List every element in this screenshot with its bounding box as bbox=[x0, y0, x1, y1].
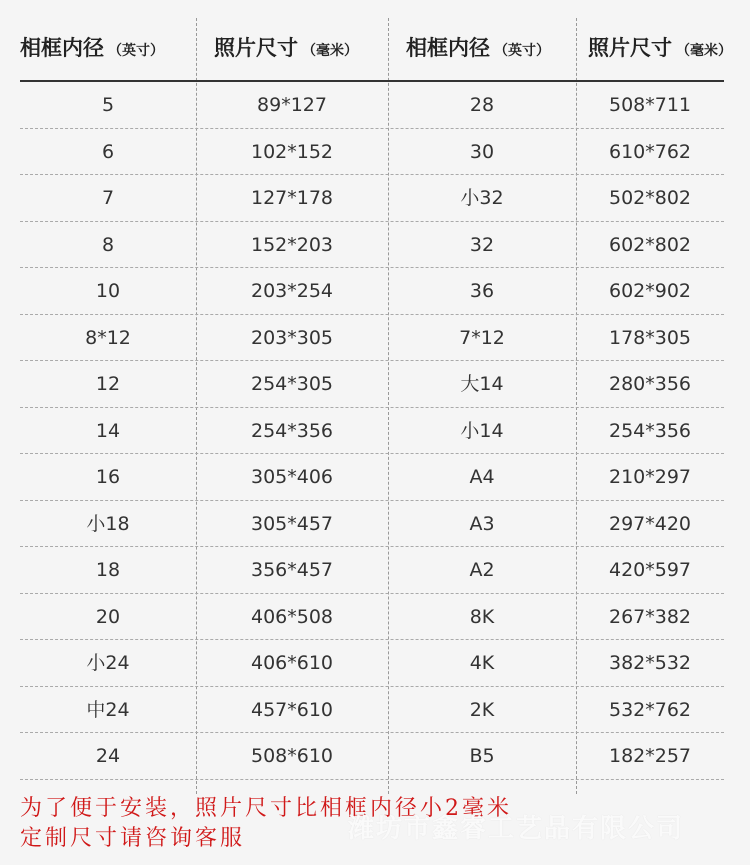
table-body bbox=[20, 82, 724, 780]
company-watermark: 潍坊市鑫睿工艺品有限公司 bbox=[348, 814, 685, 844]
photo-size-cell: 267*382 bbox=[608, 605, 692, 628]
photo-size-cell: 152*203 bbox=[250, 233, 334, 256]
header-frame-inner-size bbox=[20, 32, 164, 62]
photo-size-cell: 508*610 bbox=[250, 745, 334, 767]
photo-size-cell: 182*257 bbox=[608, 745, 692, 767]
header-unit: （英寸） bbox=[494, 43, 550, 59]
frame-size-cell: 6 bbox=[101, 140, 115, 163]
frame-size-cell: 24 bbox=[95, 745, 121, 767]
photo-size-cell: 457*610 bbox=[250, 698, 334, 721]
frame-size-cell: 14 bbox=[95, 419, 121, 442]
frame-size-cell: 小14 bbox=[460, 419, 504, 442]
header-unit: （毫米） bbox=[676, 43, 732, 59]
frame-size-cell: 小18 bbox=[86, 512, 130, 535]
frame-size-cell: 4K bbox=[469, 652, 495, 674]
photo-size-cell: 102*152 bbox=[250, 140, 334, 163]
photo-size-cell: 254*356 bbox=[250, 419, 334, 442]
photo-size-cell: 602*902 bbox=[608, 280, 692, 302]
table-row bbox=[20, 733, 724, 780]
table-row bbox=[20, 408, 724, 455]
photo-size-cell: 305*457 bbox=[250, 512, 334, 535]
frame-size-cell: 32 bbox=[469, 233, 495, 256]
table-row bbox=[20, 268, 724, 315]
photo-size-cell: 297*420 bbox=[608, 512, 692, 535]
photo-size-cell: 210*297 bbox=[608, 466, 692, 488]
photo-size-cell: 532*762 bbox=[608, 698, 692, 721]
frame-size-cell: 8*12 bbox=[85, 326, 131, 349]
table-row bbox=[20, 454, 724, 501]
frame-size-cell: 小24 bbox=[86, 652, 130, 674]
header-title: 相框内径 bbox=[20, 36, 104, 60]
frame-size-cell: A3 bbox=[469, 512, 495, 535]
photo-size-cell: 382*532 bbox=[608, 652, 692, 674]
frame-size-cell: 16 bbox=[95, 466, 121, 488]
photo-size-cell: 280*356 bbox=[608, 373, 692, 395]
frame-size-cell: 12 bbox=[95, 373, 121, 395]
table-row bbox=[20, 547, 724, 594]
photo-size-cell: 406*610 bbox=[250, 652, 334, 674]
photo-size-cell: 254*305 bbox=[250, 373, 334, 395]
frame-size-cell: 30 bbox=[469, 140, 495, 163]
header-frame-inner-size-2 bbox=[406, 32, 550, 62]
photo-size-cell: 406*508 bbox=[250, 605, 334, 628]
photo-size-cell: 254*356 bbox=[608, 419, 692, 442]
photo-size-cell: 178*305 bbox=[608, 326, 692, 349]
frame-size-cell: B5 bbox=[469, 745, 495, 767]
note-line-2: 定制尺寸请咨询客服 bbox=[20, 826, 246, 851]
frame-size-cell: 大14 bbox=[460, 373, 504, 395]
size-table bbox=[20, 14, 732, 782]
table-row bbox=[20, 687, 724, 734]
photo-size-cell: 356*457 bbox=[250, 559, 334, 581]
table-row bbox=[20, 82, 724, 129]
table-row bbox=[20, 361, 724, 408]
photo-size-cell: 203*305 bbox=[250, 326, 334, 349]
photo-size-cell: 420*597 bbox=[608, 559, 692, 581]
header-title: 照片尺寸 bbox=[214, 36, 298, 60]
frame-size-cell: 36 bbox=[469, 280, 495, 302]
note-line-1: 为了便于安装，照片尺寸比相框内径小2毫米 bbox=[20, 796, 512, 821]
photo-size-cell: 203*254 bbox=[250, 280, 334, 302]
table-row bbox=[20, 315, 724, 362]
frame-size-cell: 18 bbox=[95, 559, 121, 581]
frame-size-cell: 小32 bbox=[460, 187, 504, 209]
header-photo-size-2 bbox=[588, 32, 732, 62]
frame-size-cell: A2 bbox=[469, 559, 495, 581]
photo-size-cell: 602*802 bbox=[608, 233, 692, 256]
frame-size-cell: 7*12 bbox=[459, 326, 505, 349]
table-row bbox=[20, 640, 724, 687]
frame-size-cell: 28 bbox=[469, 94, 495, 116]
table-row bbox=[20, 129, 724, 176]
frame-size-cell: 8 bbox=[101, 233, 115, 256]
photo-size-cell: 508*711 bbox=[608, 94, 692, 116]
frame-size-cell: 2K bbox=[469, 698, 495, 721]
header-unit: （英寸） bbox=[108, 43, 164, 59]
photo-size-cell: 610*762 bbox=[608, 140, 692, 163]
table-row bbox=[20, 501, 724, 548]
frame-size-cell: 10 bbox=[95, 280, 121, 302]
header-title: 照片尺寸 bbox=[588, 36, 672, 60]
photo-size-cell: 502*802 bbox=[608, 187, 692, 209]
header-unit: （毫米） bbox=[302, 43, 358, 59]
table-row bbox=[20, 594, 724, 641]
frame-size-cell: 中24 bbox=[86, 698, 130, 721]
photo-size-cell: 127*178 bbox=[250, 187, 334, 209]
frame-size-cell: A4 bbox=[469, 466, 495, 488]
frame-size-cell: 5 bbox=[101, 94, 115, 116]
header-title: 相框内径 bbox=[406, 36, 490, 60]
frame-size-cell: 7 bbox=[101, 187, 115, 209]
header-photo-size bbox=[214, 32, 358, 62]
frame-size-cell: 8K bbox=[469, 605, 495, 628]
table-row bbox=[20, 175, 724, 222]
table-header bbox=[20, 14, 732, 82]
table-row bbox=[20, 222, 724, 269]
photo-size-cell: 89*127 bbox=[257, 94, 327, 116]
photo-size-cell: 305*406 bbox=[250, 466, 334, 488]
frame-size-cell: 20 bbox=[95, 605, 121, 628]
